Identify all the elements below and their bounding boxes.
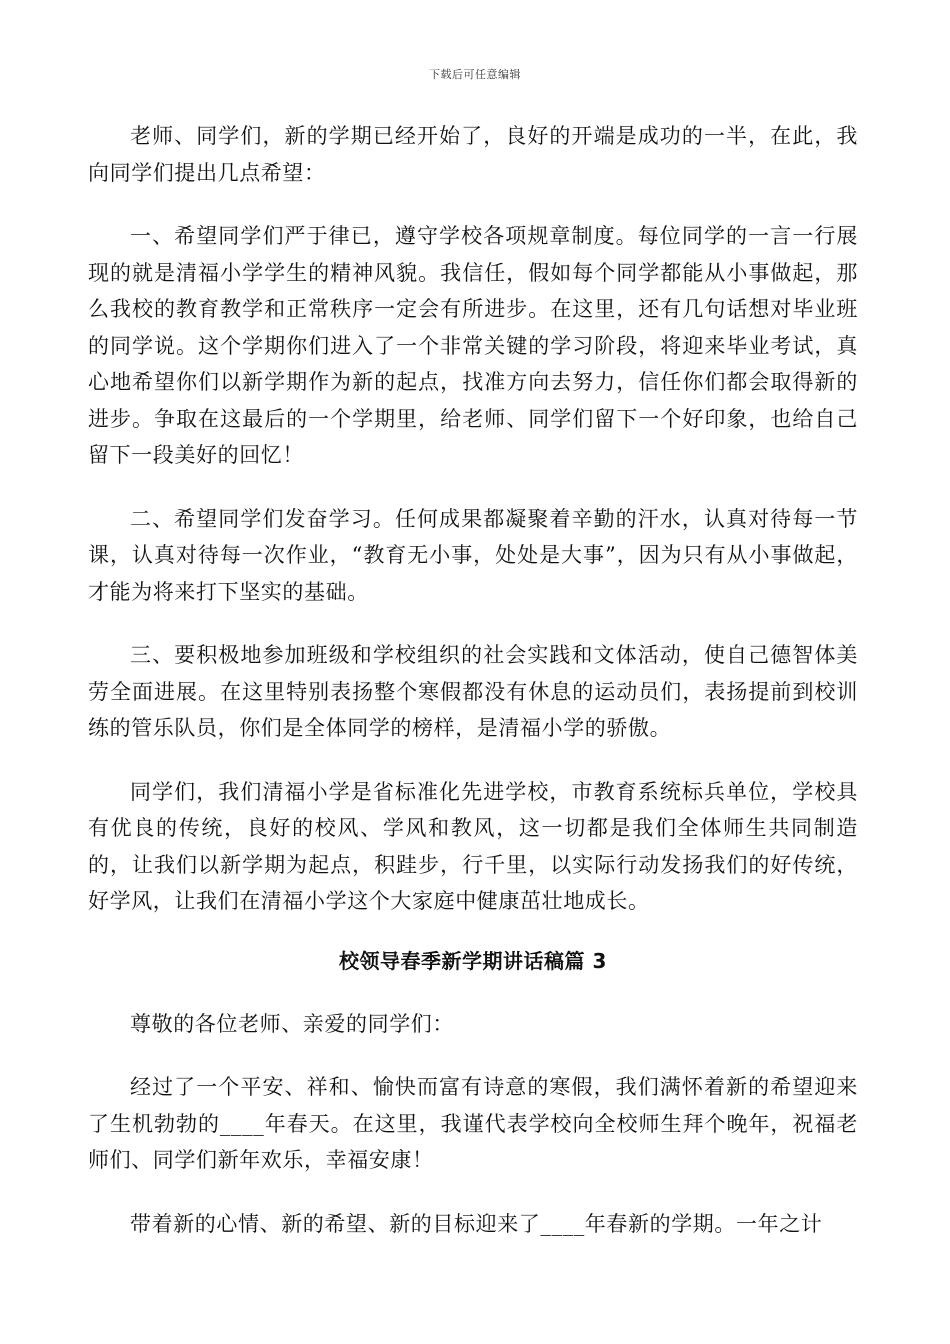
- section-paragraph: 经过了一个平安、祥和、愉快而富有诗意的寒假，我们满怀着新的希望迎来了生机勃勃的____年春天。在这里，我谨代表学校向全校师生拜个晚年，祝福老师们、同学们新年欢乐，幸福安康！: [88, 1075, 858, 1172]
- document-body: [88, 118, 858, 1269]
- paragraph-point-two: 二、希望同学们发奋学习。任何成果都凝聚着辛勤的汗水，认真对待每一节课，认真对待每一次作业，“教育无小事，处处是大事”，因为只有从小事做起，才能为将来打下坚实的基础。: [88, 506, 858, 604]
- section-paragraph: 带着新的心情、新的希望、新的目标迎来了____年春新的学期。一年之计: [130, 1211, 823, 1236]
- paragraph-closing: 同学们，我们清福小学是省标准化先进学校，市教育系统标兵单位，学校具有优良的传统，良好的校风、学风和教风，这一切都是我们全体师生共同制造的，让我们以新学期为起点，积跬步，行千里，以实际行动发扬我们的好传统，好学风，让我们在清福小学这个大家庭中健康茁壮地成长。: [88, 779, 858, 913]
- section-title: 校领导春季新学期讲话稿篇 3: [339, 948, 607, 973]
- paragraph-intro: 老师、同学们，新的学期已经开始了，良好的开端是成功的一半，在此，我向同学们提出几点希望：: [88, 124, 858, 185]
- section-greeting: 尊敬的各位老师、亲爱的同学们：: [130, 1011, 454, 1036]
- paragraph-point-one: 一、希望同学们严于律已，遵守学校各项规章制度。每位同学的一言一行展现的就是清福小学学生的精神风貌。我信任，假如每个同学都能从小事做起，那么我校的教育教学和正常秩序一定会有所进步。在这里，还有几句话想对毕业班的同学说。这个学期你们进入了一个非常关键的学习阶段，将迎来毕业考试，真心地希望你们以新学期作为新的起点，找准方向去努力，信任你们都会取得新的进步。争取在这最后的一个学期里，给老师、同学们留下一个好印象，也给自己留下一段美好的回忆！: [88, 224, 858, 467]
- page-header: 下载后可任意编辑: [429, 68, 521, 81]
- paragraph-point-three: 三、要积极地参加班级和学校组织的社会实践和文体活动，使自己德智体美劳全面进展。在这里特别表扬整个寒假都没有休息的运动员们，表扬提前到校训练的管乐队员，你们是全体同学的榜样，是清福小学的骄傲。: [88, 643, 858, 740]
